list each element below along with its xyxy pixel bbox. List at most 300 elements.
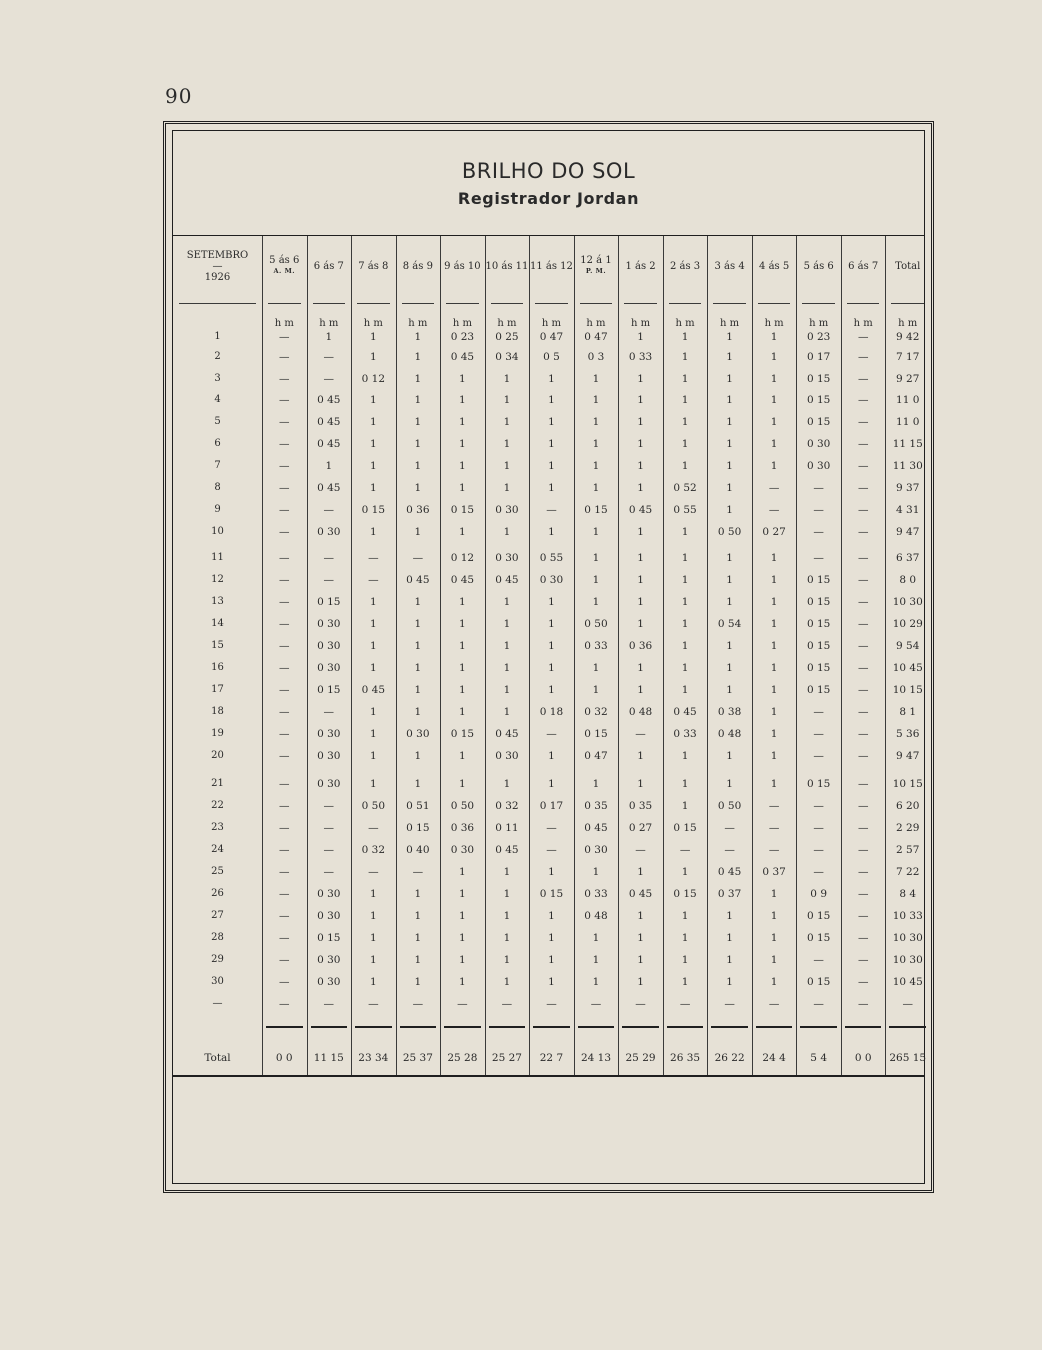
hour-cell: —	[857, 438, 869, 450]
hour-cell: —	[279, 373, 290, 385]
day-cell: 26	[211, 888, 224, 899]
header-underline	[802, 303, 835, 304]
table-row	[173, 863, 924, 881]
hour-cell: —	[323, 504, 335, 516]
hour-cell: —	[857, 998, 869, 1010]
day-cell: 7	[214, 460, 221, 471]
header-underline	[669, 303, 702, 304]
total-cell: 24 4	[762, 1052, 786, 1064]
hour-cell: 1	[637, 574, 644, 586]
hour-cell: —	[279, 866, 290, 878]
hour-cell: 1	[459, 618, 466, 630]
page-title: BRILHO DO SOL	[461, 159, 636, 183]
hour-cell: —	[279, 976, 290, 988]
hour-cell: 1	[770, 706, 778, 718]
hour-cell: 1	[770, 351, 778, 363]
hour-cell: 1	[681, 416, 689, 428]
hour-cell: 0 15	[317, 596, 341, 608]
unit-label: h m	[408, 318, 428, 329]
hour-cell: —	[813, 750, 824, 762]
day-cell: 29	[211, 954, 224, 965]
total-separator	[800, 1026, 837, 1028]
hour-cell: —	[813, 998, 824, 1010]
hour-cell: 0 45	[317, 416, 341, 428]
hour-cell: 1	[681, 800, 689, 812]
hour-cell: 1	[770, 373, 778, 385]
hour-cell: 1	[414, 460, 422, 472]
hour-cell: 5 36	[896, 728, 920, 740]
header-year: 1926	[204, 271, 231, 283]
hour-cell: 10 33	[892, 910, 923, 922]
column-header	[796, 236, 841, 296]
hour-cell: 0 36	[450, 822, 475, 834]
hour-cell: 1	[414, 954, 422, 966]
hour-cell: —	[279, 460, 290, 472]
total-separator	[889, 1026, 926, 1028]
hour-cell: 1	[369, 596, 377, 608]
hour-cell: 1	[681, 778, 689, 790]
hour-cell: 0 15	[806, 416, 831, 428]
hour-cell: 6 20	[896, 800, 920, 812]
hour-cell: 0 35	[628, 800, 653, 812]
unit-label: h m	[764, 318, 784, 329]
hour-cell: —	[546, 844, 557, 856]
hour-cell: 1	[414, 618, 422, 630]
day-cell: 25	[211, 866, 224, 877]
hour-cell: —	[323, 574, 335, 586]
hour-cell: —	[768, 822, 780, 834]
hour-cell: 1	[503, 778, 511, 790]
hour-cell: 1	[325, 460, 333, 472]
header-underline	[268, 303, 301, 304]
hour-cell: 1	[414, 662, 422, 674]
hour-cell: —	[279, 640, 290, 652]
hour-cell: 1	[459, 526, 466, 538]
hour-cell: 1	[637, 438, 644, 450]
column-header	[351, 236, 396, 296]
hour-cell: 1	[770, 778, 778, 790]
hour-cell: 0 30	[317, 728, 341, 740]
day-cell: 17	[211, 684, 224, 695]
hour-cell: 1	[459, 706, 466, 718]
total-separator	[667, 1026, 704, 1028]
hour-cell: —	[323, 998, 335, 1010]
total-cell: 25 29	[625, 1052, 656, 1064]
hour-cell: 1	[414, 596, 422, 608]
table-inner-border	[172, 130, 925, 1184]
hour-cell: 0 45	[584, 822, 608, 834]
table-row	[173, 885, 924, 903]
column-header-label: 10 ás 11	[485, 260, 529, 272]
hour-cell: 1	[548, 684, 555, 696]
total-cell: 0 0	[854, 1052, 872, 1064]
hour-cell: 1	[637, 910, 644, 922]
total-separator	[711, 1026, 748, 1028]
hour-cell: 10 45	[892, 976, 923, 988]
hour-cell: 0 15	[806, 373, 831, 385]
hour-cell: 1	[637, 373, 644, 385]
hour-cell: 1	[548, 596, 555, 608]
hour-cell: 0 30	[317, 910, 341, 922]
hour-cell: 0 33	[584, 888, 608, 900]
hour-cell: —	[368, 822, 379, 834]
hour-cell: 1	[548, 373, 555, 385]
hour-cell: 1	[637, 750, 644, 762]
total-cell: 265 15	[889, 1052, 927, 1064]
hour-cell: 1	[369, 662, 377, 674]
hour-cell: 0 51	[406, 800, 430, 812]
table-row	[173, 391, 924, 409]
hour-cell: —	[368, 574, 379, 586]
hour-cell: —	[857, 750, 869, 762]
hour-cell: 0 37	[762, 866, 786, 878]
hour-cell: —	[813, 482, 824, 494]
hour-cell: —	[857, 351, 869, 363]
hour-cell: —	[857, 416, 869, 428]
hour-cell: 0 37	[717, 888, 742, 900]
table-row	[173, 479, 924, 497]
day-cell: 24	[211, 844, 224, 855]
hour-cell: 1	[459, 596, 466, 608]
hour-cell: 10 15	[892, 684, 923, 696]
hour-cell: 0 15	[806, 618, 831, 630]
hour-cell: 0 54	[717, 618, 742, 630]
table-row	[173, 681, 924, 699]
unit-label: h m	[586, 318, 606, 329]
total-cell: 25 37	[402, 1052, 433, 1064]
hour-cell: 0 15	[317, 932, 341, 944]
column-header-label: 6 ás 7	[313, 260, 344, 272]
hour-cell: 0 30	[495, 750, 519, 762]
hour-cell: 1	[503, 482, 511, 494]
column-header-label: 9 ás 10	[444, 260, 481, 272]
hour-cell: 1	[369, 351, 377, 363]
hour-cell: 0 25	[495, 331, 519, 343]
hour-cell: —	[857, 504, 869, 516]
hour-cell: 10 30	[892, 932, 923, 944]
hour-cell: 2 29	[896, 822, 920, 834]
total-cell: 11 15	[313, 1052, 344, 1064]
hour-cell: 11 0	[896, 416, 920, 428]
hour-cell: —	[857, 976, 869, 988]
hour-cell: —	[857, 662, 869, 674]
hour-cell: 1	[459, 394, 466, 406]
hour-cell: 0 47	[584, 331, 608, 343]
hour-cell: 0 12	[450, 552, 475, 564]
hour-cell: 10 30	[892, 596, 923, 608]
hour-cell: 1	[726, 932, 733, 944]
hour-cell: —	[279, 750, 290, 762]
day-cell: 13	[211, 596, 224, 607]
hour-cell: 1	[637, 416, 644, 428]
hour-cell: 0 33	[628, 351, 653, 363]
column-header	[663, 236, 708, 296]
hour-cell: —	[857, 866, 869, 878]
hour-cell: 0 12	[361, 373, 386, 385]
hour-cell: 0 45	[495, 728, 519, 740]
day-cell: 27	[211, 910, 224, 921]
column-header	[885, 236, 930, 296]
header-underline	[357, 303, 390, 304]
hour-cell: 1	[592, 460, 600, 472]
hour-cell: 1	[637, 954, 644, 966]
hour-cell: 0 15	[450, 728, 475, 740]
hour-cell: 1	[548, 910, 555, 922]
hour-cell: 1	[503, 662, 511, 674]
day-cell: 11	[211, 552, 224, 563]
hour-cell: 1	[414, 331, 422, 343]
hour-cell: —	[857, 800, 869, 812]
hour-cell: 1	[726, 416, 733, 428]
hour-cell: 1	[592, 954, 600, 966]
hour-cell: —	[724, 822, 735, 834]
hour-cell: —	[279, 800, 290, 812]
day-cell: 12	[211, 574, 224, 585]
hour-cell: 1	[637, 662, 644, 674]
hour-cell: —	[501, 998, 513, 1010]
hour-cell: 0 30	[450, 844, 475, 856]
hour-cell: —	[724, 998, 735, 1010]
column-header-label: 12 á 1	[580, 255, 612, 266]
hour-cell: —	[279, 526, 290, 538]
hour-cell: 1	[592, 438, 600, 450]
hour-cell: 1	[459, 778, 466, 790]
hour-cell: —	[857, 460, 869, 472]
hour-cell: 0 45	[495, 844, 519, 856]
hour-cell: 0 50	[584, 618, 608, 630]
total-cell: 22 7	[539, 1052, 564, 1064]
hour-cell: 0 15	[361, 504, 386, 516]
hour-cell: —	[813, 822, 824, 834]
table-row	[173, 637, 924, 655]
hour-cell: —	[323, 373, 335, 385]
hour-cell: 1	[459, 662, 466, 674]
hour-cell: —	[279, 888, 290, 900]
day-cell: 20	[211, 750, 224, 761]
hour-cell: 1	[548, 662, 555, 674]
day-cell: 3	[214, 373, 221, 384]
hour-cell: 0 15	[806, 394, 831, 406]
hour-cell: 1	[414, 373, 422, 385]
hour-cell: 1	[592, 976, 600, 988]
hour-cell: 1	[770, 552, 778, 564]
hour-cell: 1	[681, 910, 689, 922]
hour-cell: 1	[726, 552, 733, 564]
hour-cell: 8 1	[899, 706, 917, 718]
table-row	[173, 549, 924, 567]
hour-cell: 0 32	[584, 706, 608, 718]
column-header-label: 3 ás 4	[714, 260, 745, 272]
hour-cell: 1	[592, 552, 600, 564]
hour-cell: 0 15	[806, 976, 831, 988]
hour-cell: 0 15	[806, 662, 831, 674]
hour-cell: 1	[503, 932, 511, 944]
header-underline	[179, 303, 256, 304]
table-row	[173, 615, 924, 633]
hour-cell: —	[279, 998, 290, 1010]
day-cell: 4	[214, 394, 221, 405]
day-cell: 23	[211, 822, 224, 833]
day-cell: 28	[211, 932, 224, 943]
day-cell: 10	[211, 526, 224, 537]
hour-cell: 10 30	[892, 954, 923, 966]
hour-cell: 0 30	[406, 728, 430, 740]
hour-cell: 1	[637, 976, 644, 988]
hour-cell: —	[857, 728, 869, 740]
hour-cell: 11 0	[896, 394, 920, 406]
hour-cell: —	[279, 596, 290, 608]
hour-cell: 0 38	[717, 706, 742, 718]
hour-cell: 1	[681, 373, 689, 385]
hour-cell: 1	[503, 684, 511, 696]
hour-cell: 2 57	[896, 844, 920, 856]
hour-cell: —	[857, 552, 869, 564]
hour-cell: 1	[369, 778, 377, 790]
page-number: 90	[165, 84, 193, 108]
hour-cell: 1	[770, 910, 778, 922]
hour-cell: —	[857, 684, 869, 696]
hour-cell: —	[590, 998, 602, 1010]
hour-cell: 1	[414, 526, 422, 538]
hour-cell: —	[279, 416, 290, 428]
hour-cell: 1	[726, 954, 733, 966]
hour-cell: —	[412, 998, 424, 1010]
hour-cell: 1	[414, 438, 422, 450]
hour-cell: 1	[592, 373, 600, 385]
column-header-label: Total	[895, 260, 921, 272]
hour-cell: —	[279, 331, 290, 343]
header-underline	[847, 303, 880, 304]
hour-cell: 0 30	[317, 640, 341, 652]
hour-cell: 0 30	[584, 844, 608, 856]
hour-cell: 9 47	[896, 526, 920, 538]
hour-cell: 1	[770, 438, 778, 450]
sunshine-table	[173, 236, 927, 1075]
hour-cell: —	[813, 706, 824, 718]
hour-cell: 0 48	[717, 728, 742, 740]
column-header-label: 5 ás 6	[269, 255, 300, 266]
hour-cell: 0 45	[628, 504, 653, 516]
hour-cell: 1	[414, 351, 422, 363]
table-row	[173, 571, 924, 589]
hour-cell: —	[279, 618, 290, 630]
column-header	[485, 236, 530, 296]
hour-cell: 1	[681, 866, 689, 878]
hour-cell: 1	[503, 596, 511, 608]
column-header	[440, 236, 485, 296]
day-cell: 30	[211, 976, 224, 987]
hour-cell: 1	[459, 438, 466, 450]
hour-cell: 0 15	[806, 574, 831, 586]
hour-cell: 1	[503, 373, 511, 385]
hour-cell: —	[412, 552, 424, 564]
hour-cell: 1	[414, 684, 422, 696]
total-separator	[266, 1026, 303, 1028]
hour-cell: —	[412, 866, 424, 878]
hour-cell: 0 45	[495, 574, 519, 586]
unit-label: h m	[809, 318, 829, 329]
hour-cell: —	[323, 800, 335, 812]
hour-cell: 1	[681, 750, 689, 762]
hour-cell: 1	[503, 976, 511, 988]
hour-cell: —	[857, 574, 869, 586]
hour-cell: —	[323, 552, 335, 564]
hour-cell: 0 33	[584, 640, 608, 652]
day-cell: 22	[211, 800, 224, 811]
hour-cell: 0 23	[450, 331, 475, 343]
hour-cell: —	[279, 351, 290, 363]
hour-cell: —	[857, 910, 869, 922]
hour-cell: 1	[637, 778, 644, 790]
hour-cell: —	[546, 728, 557, 740]
hour-cell: —	[768, 998, 780, 1010]
hour-cell: 1	[459, 416, 466, 428]
column-header-label: 2 ás 3	[669, 260, 701, 272]
hour-cell: 1	[681, 351, 689, 363]
hour-cell: 1	[592, 778, 600, 790]
hour-cell: 1	[726, 596, 733, 608]
hour-cell: 1	[414, 482, 422, 494]
hour-cell: 1	[414, 394, 422, 406]
day-cell: 1	[214, 331, 221, 342]
hour-cell: 1	[369, 888, 377, 900]
column-header-sub: P. M.	[585, 267, 607, 275]
hour-cell: 0 45	[317, 438, 341, 450]
hour-cell: 1	[548, 640, 555, 652]
hour-cell: 0 17	[806, 351, 831, 363]
hour-cell: —	[813, 526, 824, 538]
hour-cell: 1	[637, 526, 644, 538]
hour-cell: —	[768, 800, 780, 812]
hour-cell: 0 15	[806, 640, 831, 652]
hour-cell: 0 30	[317, 750, 341, 762]
hour-cell: —	[368, 866, 379, 878]
hour-cell: 1	[369, 526, 377, 538]
hour-cell: 1	[369, 394, 377, 406]
day-cell: 8	[214, 482, 221, 493]
hour-cell: —	[813, 552, 824, 564]
hour-cell: 9 47	[896, 750, 920, 762]
hour-cell: 0 30	[317, 662, 341, 674]
hour-cell: 6 37	[896, 552, 920, 564]
hour-cell: 0 30	[317, 954, 341, 966]
total-separator	[400, 1026, 437, 1028]
hour-cell: 1	[770, 416, 778, 428]
hour-cell: —	[857, 373, 869, 385]
hour-cell: 1	[770, 331, 778, 343]
hour-cell: —	[279, 728, 290, 740]
hour-cell: 0 15	[673, 888, 697, 900]
hour-cell: 1	[414, 888, 422, 900]
hour-cell: 0 18	[539, 706, 564, 718]
hour-cell: 1	[726, 910, 733, 922]
table-row	[173, 523, 924, 541]
hour-cell: 1	[681, 954, 689, 966]
table-row	[173, 435, 924, 453]
table-row	[173, 797, 924, 815]
hour-cell: 0 45	[450, 351, 475, 363]
unit-label: h m	[497, 318, 517, 329]
hour-cell: 1	[726, 460, 733, 472]
hour-cell: —	[279, 482, 290, 494]
hour-cell: 0 15	[673, 822, 697, 834]
column-header-label: 11 ás 12	[530, 260, 573, 272]
hour-cell: 0 30	[495, 504, 519, 516]
hour-cell: —	[768, 482, 780, 494]
hour-cell: 9 42	[896, 331, 920, 343]
hour-cell: 0 36	[406, 504, 430, 516]
total-separator	[756, 1026, 793, 1028]
